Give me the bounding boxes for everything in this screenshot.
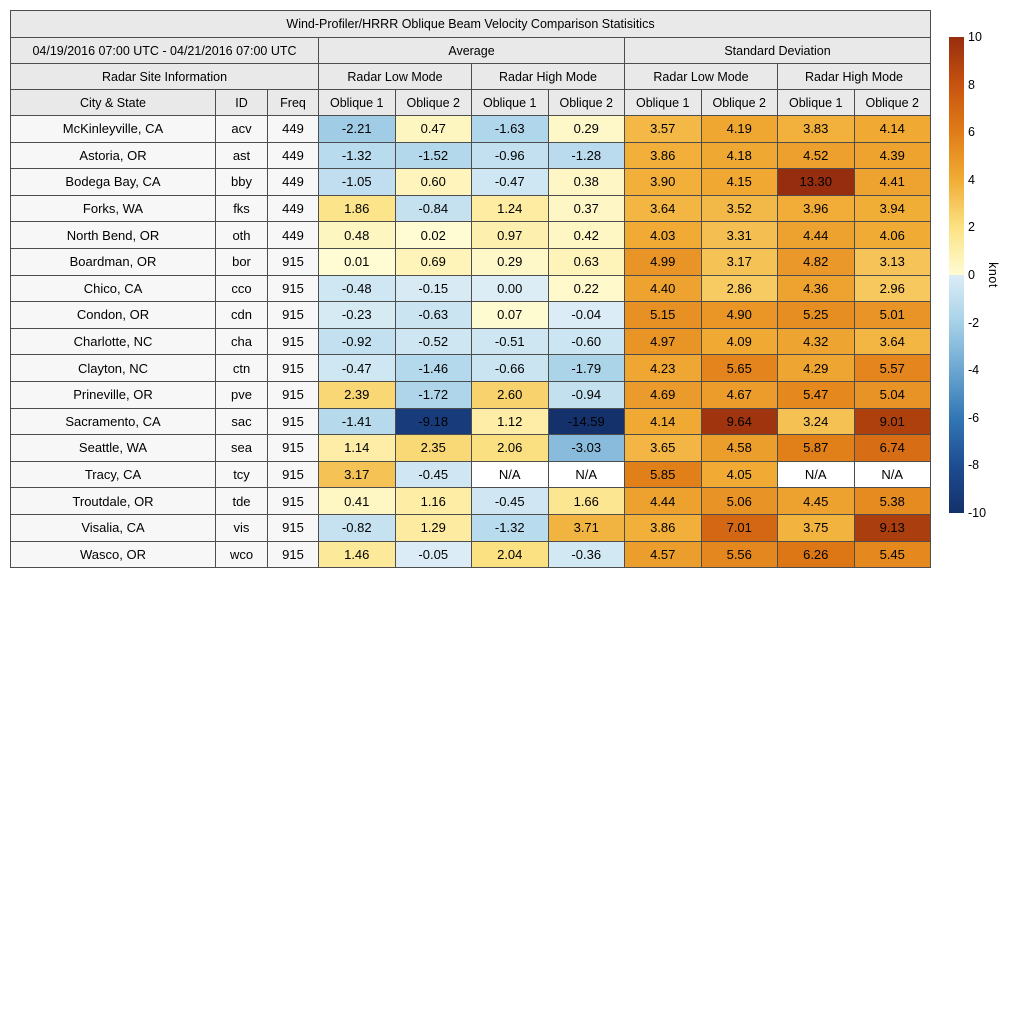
value-cell: N/A	[548, 461, 625, 488]
value-cell: 4.14	[625, 408, 702, 435]
value-cell: 4.45	[778, 488, 855, 515]
city-cell: Clayton, NC	[11, 355, 216, 382]
value-cell: -0.51	[472, 328, 549, 355]
value-cell: 2.39	[319, 381, 396, 408]
value-cell: -0.60	[548, 328, 625, 355]
value-cell: 3.83	[778, 116, 855, 143]
freq-cell: 449	[268, 116, 319, 143]
site-id-cell: vis	[216, 514, 268, 541]
value-cell: 3.71	[548, 514, 625, 541]
table-row	[11, 222, 931, 249]
value-cell: 2.96	[854, 275, 931, 302]
value-cell: 0.02	[395, 222, 472, 249]
column-header-row	[11, 90, 931, 116]
freq-cell: 915	[268, 488, 319, 515]
value-cell: 0.37	[548, 195, 625, 222]
value-cell: 9.13	[854, 514, 931, 541]
site-id-cell: bby	[216, 169, 268, 196]
table-row	[11, 435, 931, 462]
site-id-cell: ctn	[216, 355, 268, 382]
value-cell: 2.04	[472, 541, 549, 568]
oblique2-header: Oblique 2	[395, 90, 472, 116]
value-cell: -0.66	[472, 355, 549, 382]
site-id-cell: ast	[216, 142, 268, 169]
value-cell: 3.13	[854, 248, 931, 275]
table-row	[11, 302, 931, 329]
value-cell: 13.30	[778, 169, 855, 196]
value-cell: -0.47	[472, 169, 549, 196]
section-average: Average	[319, 38, 625, 64]
value-cell: 0.00	[472, 275, 549, 302]
value-cell: -9.18	[395, 408, 472, 435]
oblique1-header: Oblique 1	[319, 90, 396, 116]
table-row	[11, 488, 931, 515]
value-cell: 1.24	[472, 195, 549, 222]
value-cell: 1.16	[395, 488, 472, 515]
value-cell: 4.82	[778, 248, 855, 275]
value-cell: 5.56	[701, 541, 778, 568]
city-cell: Boardman, OR	[11, 248, 216, 275]
site-id-cell: tcy	[216, 461, 268, 488]
value-cell: 0.60	[395, 169, 472, 196]
table-row	[11, 248, 931, 275]
value-cell: 5.04	[854, 381, 931, 408]
value-cell: 4.14	[854, 116, 931, 143]
city-cell: Seattle, WA	[11, 435, 216, 462]
value-cell: -0.92	[319, 328, 396, 355]
value-cell: 0.29	[548, 116, 625, 143]
value-cell: 0.42	[548, 222, 625, 249]
value-cell: -0.48	[319, 275, 396, 302]
colorbar-tick-label: -6	[968, 410, 980, 425]
value-cell: -1.79	[548, 355, 625, 382]
value-cell: N/A	[854, 461, 931, 488]
freq-cell: 915	[268, 302, 319, 329]
freq-cell: 915	[268, 248, 319, 275]
value-cell: 0.22	[548, 275, 625, 302]
value-cell: 4.99	[625, 248, 702, 275]
value-cell: -0.05	[395, 541, 472, 568]
site-id-cell: sea	[216, 435, 268, 462]
value-cell: 5.06	[701, 488, 778, 515]
std-low-mode-header: Radar Low Mode	[625, 64, 778, 90]
oblique1-header: Oblique 1	[778, 90, 855, 116]
colorbar-tick-label: -4	[968, 362, 980, 377]
value-cell: 3.96	[778, 195, 855, 222]
table-row	[11, 461, 931, 488]
colorbar-tick-label: 8	[968, 77, 975, 92]
colorbar-gradient	[949, 37, 964, 513]
value-cell: -3.03	[548, 435, 625, 462]
value-cell: 2.86	[701, 275, 778, 302]
value-cell: -1.32	[319, 142, 396, 169]
city-cell: Troutdale, OR	[11, 488, 216, 515]
value-cell: 9.01	[854, 408, 931, 435]
value-cell: 3.31	[701, 222, 778, 249]
value-cell: -2.21	[319, 116, 396, 143]
site-id-cell: cha	[216, 328, 268, 355]
value-cell: 5.85	[625, 461, 702, 488]
colorbar-tick-label: -8	[968, 458, 980, 473]
site-id-cell: bor	[216, 248, 268, 275]
city-cell: Wasco, OR	[11, 541, 216, 568]
value-cell: 5.87	[778, 435, 855, 462]
oblique2-header: Oblique 2	[701, 90, 778, 116]
value-cell: -0.94	[548, 381, 625, 408]
value-cell: -1.46	[395, 355, 472, 382]
value-cell: 5.57	[854, 355, 931, 382]
value-cell: 3.17	[319, 461, 396, 488]
value-cell: -0.63	[395, 302, 472, 329]
value-cell: 4.09	[701, 328, 778, 355]
table-row	[11, 381, 931, 408]
oblique2-header: Oblique 2	[548, 90, 625, 116]
value-cell: 0.47	[395, 116, 472, 143]
city-cell: Chico, CA	[11, 275, 216, 302]
city-cell: Tracy, CA	[11, 461, 216, 488]
value-cell: 1.66	[548, 488, 625, 515]
value-cell: 0.29	[472, 248, 549, 275]
value-cell: N/A	[472, 461, 549, 488]
site-id-cell: acv	[216, 116, 268, 143]
city-cell: Bodega Bay, CA	[11, 169, 216, 196]
value-cell: 1.12	[472, 408, 549, 435]
value-cell: 4.57	[625, 541, 702, 568]
site-id-cell: sac	[216, 408, 268, 435]
value-cell: 4.58	[701, 435, 778, 462]
table-row	[11, 355, 931, 382]
value-cell: -0.04	[548, 302, 625, 329]
value-cell: 4.44	[778, 222, 855, 249]
site-id-cell: cdn	[216, 302, 268, 329]
city-cell: Sacramento, CA	[11, 408, 216, 435]
value-cell: 0.38	[548, 169, 625, 196]
value-cell: 4.36	[778, 275, 855, 302]
value-cell: 5.45	[854, 541, 931, 568]
value-cell: 5.47	[778, 381, 855, 408]
value-cell: 4.19	[701, 116, 778, 143]
avg-high-mode-header: Radar High Mode	[472, 64, 625, 90]
value-cell: 0.63	[548, 248, 625, 275]
value-cell: 9.64	[701, 408, 778, 435]
value-cell: 6.26	[778, 541, 855, 568]
value-cell: 5.38	[854, 488, 931, 515]
value-cell: -1.72	[395, 381, 472, 408]
colorbar	[949, 29, 1019, 520]
value-cell: 1.29	[395, 514, 472, 541]
value-cell: 0.07	[472, 302, 549, 329]
value-cell: 3.17	[701, 248, 778, 275]
section-standard-deviation: Standard Deviation	[625, 38, 931, 64]
value-cell: -1.63	[472, 116, 549, 143]
freq-cell: 449	[268, 222, 319, 249]
value-cell: 4.44	[625, 488, 702, 515]
city-cell: North Bend, OR	[11, 222, 216, 249]
value-cell: 4.29	[778, 355, 855, 382]
value-cell: 3.52	[701, 195, 778, 222]
value-cell: 1.46	[319, 541, 396, 568]
value-cell: 5.01	[854, 302, 931, 329]
value-cell: -1.41	[319, 408, 396, 435]
value-cell: -1.32	[472, 514, 549, 541]
std-high-mode-header: Radar High Mode	[778, 64, 931, 90]
freq-cell: 915	[268, 275, 319, 302]
value-cell: 1.86	[319, 195, 396, 222]
table-row	[11, 328, 931, 355]
table-row	[11, 169, 931, 196]
freq-cell: 449	[268, 142, 319, 169]
city-cell: Visalia, CA	[11, 514, 216, 541]
radar-site-information-header: Radar Site Information	[11, 64, 319, 90]
city-cell: Forks, WA	[11, 195, 216, 222]
oblique1-header: Oblique 1	[625, 90, 702, 116]
city-cell: Prineville, OR	[11, 381, 216, 408]
value-cell: N/A	[778, 461, 855, 488]
value-cell: 0.69	[395, 248, 472, 275]
value-cell: 0.01	[319, 248, 396, 275]
value-cell: 0.48	[319, 222, 396, 249]
site-id-cell: tde	[216, 488, 268, 515]
site-id-cell: oth	[216, 222, 268, 249]
value-cell: 4.39	[854, 142, 931, 169]
value-cell: -0.15	[395, 275, 472, 302]
colorbar-tick-label: 4	[968, 172, 975, 187]
colorbar-tick-label: 2	[968, 220, 975, 235]
colorbar-tick-label: 6	[968, 124, 975, 139]
id-header: ID	[216, 90, 268, 116]
value-cell: -0.23	[319, 302, 396, 329]
value-cell: 6.74	[854, 435, 931, 462]
date-range: 04/19/2016 07:00 UTC - 04/21/2016 07:00 UTC	[11, 38, 319, 64]
value-cell: 3.64	[625, 195, 702, 222]
value-cell: -0.52	[395, 328, 472, 355]
city-cell: Astoria, OR	[11, 142, 216, 169]
value-cell: 4.40	[625, 275, 702, 302]
value-cell: 3.86	[625, 514, 702, 541]
value-cell: 4.18	[701, 142, 778, 169]
value-cell: 4.52	[778, 142, 855, 169]
colorbar-tick-label: 0	[968, 267, 975, 282]
value-cell: -1.52	[395, 142, 472, 169]
colorbar-tick-label: 10	[968, 29, 982, 44]
site-id-cell: cco	[216, 275, 268, 302]
value-cell: -0.45	[395, 461, 472, 488]
table-row	[11, 514, 931, 541]
value-cell: -0.96	[472, 142, 549, 169]
table-row	[11, 408, 931, 435]
value-cell: 2.60	[472, 381, 549, 408]
value-cell: 5.25	[778, 302, 855, 329]
city-cell: Condon, OR	[11, 302, 216, 329]
value-cell: 0.41	[319, 488, 396, 515]
value-cell: 3.64	[854, 328, 931, 355]
avg-low-mode-header: Radar Low Mode	[319, 64, 472, 90]
value-cell: 4.90	[701, 302, 778, 329]
title-row	[11, 11, 931, 38]
city-cell: Charlotte, NC	[11, 328, 216, 355]
value-cell: 3.24	[778, 408, 855, 435]
value-cell: 0.97	[472, 222, 549, 249]
value-cell: -14.59	[548, 408, 625, 435]
freq-cell: 915	[268, 461, 319, 488]
mode-header-row	[11, 64, 931, 90]
table-row	[11, 142, 931, 169]
table-row	[11, 116, 931, 143]
value-cell: 4.06	[854, 222, 931, 249]
value-cell: 7.01	[701, 514, 778, 541]
value-cell: -0.47	[319, 355, 396, 382]
value-cell: 4.23	[625, 355, 702, 382]
city-state-header: City & State	[11, 90, 216, 116]
colorbar-tick-label: -2	[968, 315, 980, 330]
value-cell: 4.32	[778, 328, 855, 355]
freq-cell: 915	[268, 541, 319, 568]
value-cell: -1.28	[548, 142, 625, 169]
freq-cell: 915	[268, 328, 319, 355]
value-cell: -0.45	[472, 488, 549, 515]
colorbar-tick-label: -10	[968, 505, 987, 520]
value-cell: -0.36	[548, 541, 625, 568]
value-cell: 4.67	[701, 381, 778, 408]
freq-cell: 915	[268, 514, 319, 541]
freq-header: Freq	[268, 90, 319, 116]
value-cell: 3.90	[625, 169, 702, 196]
value-cell: -0.84	[395, 195, 472, 222]
freq-cell: 915	[268, 355, 319, 382]
table-row	[11, 195, 931, 222]
city-cell: McKinleyville, CA	[11, 116, 216, 143]
value-cell: -1.05	[319, 169, 396, 196]
colorbar-unit-label: knot	[986, 262, 1000, 288]
value-cell: 3.75	[778, 514, 855, 541]
site-id-cell: fks	[216, 195, 268, 222]
table-row	[11, 275, 931, 302]
freq-cell: 449	[268, 195, 319, 222]
value-cell: 4.41	[854, 169, 931, 196]
value-cell: 3.57	[625, 116, 702, 143]
stats-table	[10, 10, 931, 568]
value-cell: 2.35	[395, 435, 472, 462]
table-row	[11, 541, 931, 568]
value-cell: 4.97	[625, 328, 702, 355]
value-cell: 4.69	[625, 381, 702, 408]
site-id-cell: wco	[216, 541, 268, 568]
oblique1-header: Oblique 1	[472, 90, 549, 116]
value-cell: -0.82	[319, 514, 396, 541]
freq-cell: 915	[268, 435, 319, 462]
table-title: Wind-Profiler/HRRR Oblique Beam Velocity Comparison Statisitics	[11, 11, 931, 38]
value-cell: 5.15	[625, 302, 702, 329]
freq-cell: 449	[268, 169, 319, 196]
value-cell: 4.03	[625, 222, 702, 249]
value-cell: 4.05	[701, 461, 778, 488]
freq-cell: 915	[268, 381, 319, 408]
value-cell: 5.65	[701, 355, 778, 382]
value-cell: 2.06	[472, 435, 549, 462]
site-id-cell: pve	[216, 381, 268, 408]
section-header-row	[11, 38, 931, 64]
value-cell: 3.86	[625, 142, 702, 169]
value-cell: 3.94	[854, 195, 931, 222]
value-cell: 4.15	[701, 169, 778, 196]
value-cell: 3.65	[625, 435, 702, 462]
oblique2-header: Oblique 2	[854, 90, 931, 116]
value-cell: 1.14	[319, 435, 396, 462]
freq-cell: 915	[268, 408, 319, 435]
